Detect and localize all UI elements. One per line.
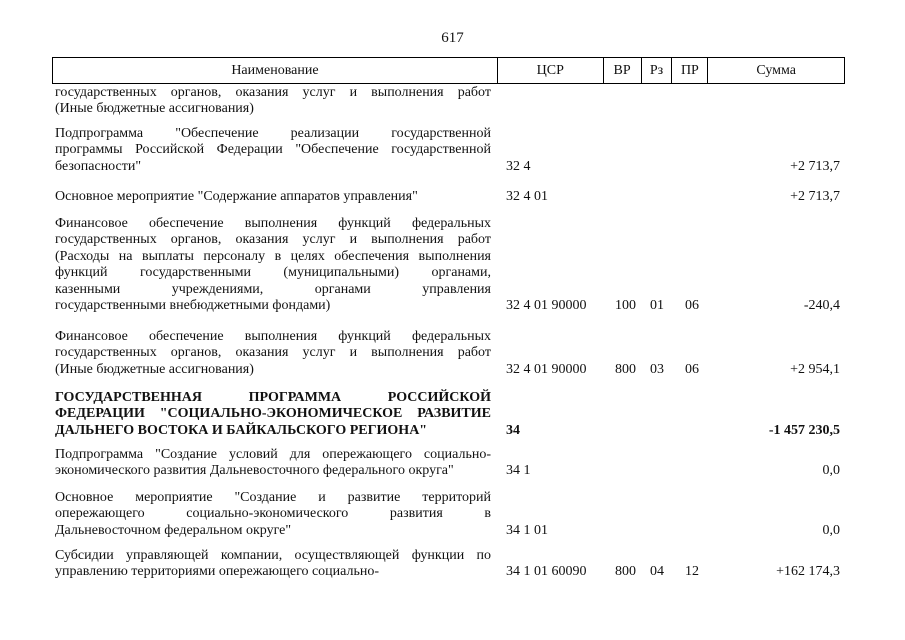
row-name [55,189,491,205]
row-name-line: Субсидии управляющей компании, осуществляющей функции по [55,548,491,563]
row-pr: 06 [685,361,699,377]
row-name-line: Основное мероприятие "Создание и развитие территорий [55,490,491,505]
header-rz: Рз [642,58,673,83]
row-name-line: ФЕДЕРАЦИИ "СОЦИАЛЬНО-ЭКОНОМИЧЕСКОЕ РАЗВИТИЕ [55,406,491,422]
row-name-line: государственными внебюджетными фондами) [55,297,331,313]
row-csr: 34 1 01 [506,522,548,538]
table-row [0,548,905,581]
table-row [0,490,905,539]
table-row [0,329,905,378]
header-sum: Сумма [756,62,796,78]
row-name-line: экономического развития Дальневосточного федерального округа" [55,463,454,479]
table-row [0,126,905,175]
row-name-line: Основное мероприятие "Содержание аппаратов управления" [55,189,418,204]
row-name-line: Финансовое обеспечение выполнения функций федеральных [55,329,491,344]
row-name-line: Подпрограмма "Обеспечение реализации государственной [55,126,491,141]
row-name-line: (Иные бюджетные ассигнования) [55,101,254,117]
row-name-line: Финансовое обеспечение выполнения функций федеральных [55,216,491,231]
row-sum: 0,0 [822,522,840,538]
row-sum: +2 954,1 [790,361,840,377]
row-rz: 03 [650,361,664,377]
row-csr: 32 4 01 90000 [506,361,587,377]
row-name-line: ГОСУДАРСТВЕННАЯ ПРОГРАММА РОССИЙСКОЙ [55,390,491,405]
row-name [55,548,491,581]
row-name-line: управлению территориями опережающего социально- [55,564,380,580]
row-name [55,447,491,480]
row-sum: +2 713,7 [790,188,840,204]
row-name-line: программы Российской Федерации "Обеспечение государственной [55,142,491,158]
row-csr: 32 4 01 [506,188,548,204]
header-csr: ЦСР [498,58,604,83]
row-csr: 34 [506,422,520,438]
header-pr: ПР [672,58,708,83]
row-name [55,85,491,118]
row-name-line: Дальневосточном федеральном округе" [55,522,292,538]
row-sum: -1 457 230,5 [768,422,840,438]
row-name-line: государственных органов, оказания услуг и выполнения работ [55,345,491,361]
row-rz: 01 [650,297,664,313]
header-name: Наименование [53,58,498,83]
row-csr: 32 4 [506,158,531,174]
row-name-line: функций государственными (муниципальными) органами, [55,265,491,281]
row-name-line: ДАЛЬНЕГО ВОСТОКА И БАЙКАЛЬСКОГО РЕГИОНА" [55,422,428,438]
table-row [0,390,905,439]
row-name [55,216,491,314]
table-row [0,85,905,118]
row-rz: 04 [650,564,664,580]
row-name-line: государственных органов, оказания услуг и выполнения работ [55,232,491,248]
row-name-line: безопасности" [55,158,142,174]
row-csr: 34 1 01 60090 [506,564,587,580]
page-number: 617 [441,30,464,46]
row-vr: 100 [615,297,636,313]
row-name [55,390,491,439]
row-pr: 06 [685,297,699,313]
row-name-line: (Расходы на выплаты персоналу в целях обеспечения выполнения [55,248,491,264]
table-row [0,216,905,314]
header-vr: ВР [604,58,642,83]
row-name [55,126,491,175]
row-name-line: государственных органов, оказания услуг и выполнения работ [55,85,491,100]
table-row [0,447,905,480]
table-row [0,189,905,205]
row-sum: +162 174,3 [776,564,840,580]
row-sum: +2 713,7 [790,158,840,174]
row-sum: -240,4 [803,297,840,313]
row-name-line: опережающего социально-экономического развития в [55,506,491,522]
row-name [55,490,491,539]
row-name-line: казенными учреждениями, органами управления [55,281,491,297]
row-name-line: (Иные бюджетные ассигнования) [55,361,254,377]
row-name-line: Подпрограмма "Создание условий для опережающего социально- [55,447,491,462]
row-csr: 34 1 [506,463,531,479]
row-csr: 32 4 01 90000 [506,297,587,313]
table-header [52,57,845,84]
row-name [55,329,491,378]
row-vr: 800 [615,564,636,580]
row-pr: 12 [685,564,699,580]
row-vr: 800 [615,361,636,377]
row-sum: 0,0 [822,463,840,479]
